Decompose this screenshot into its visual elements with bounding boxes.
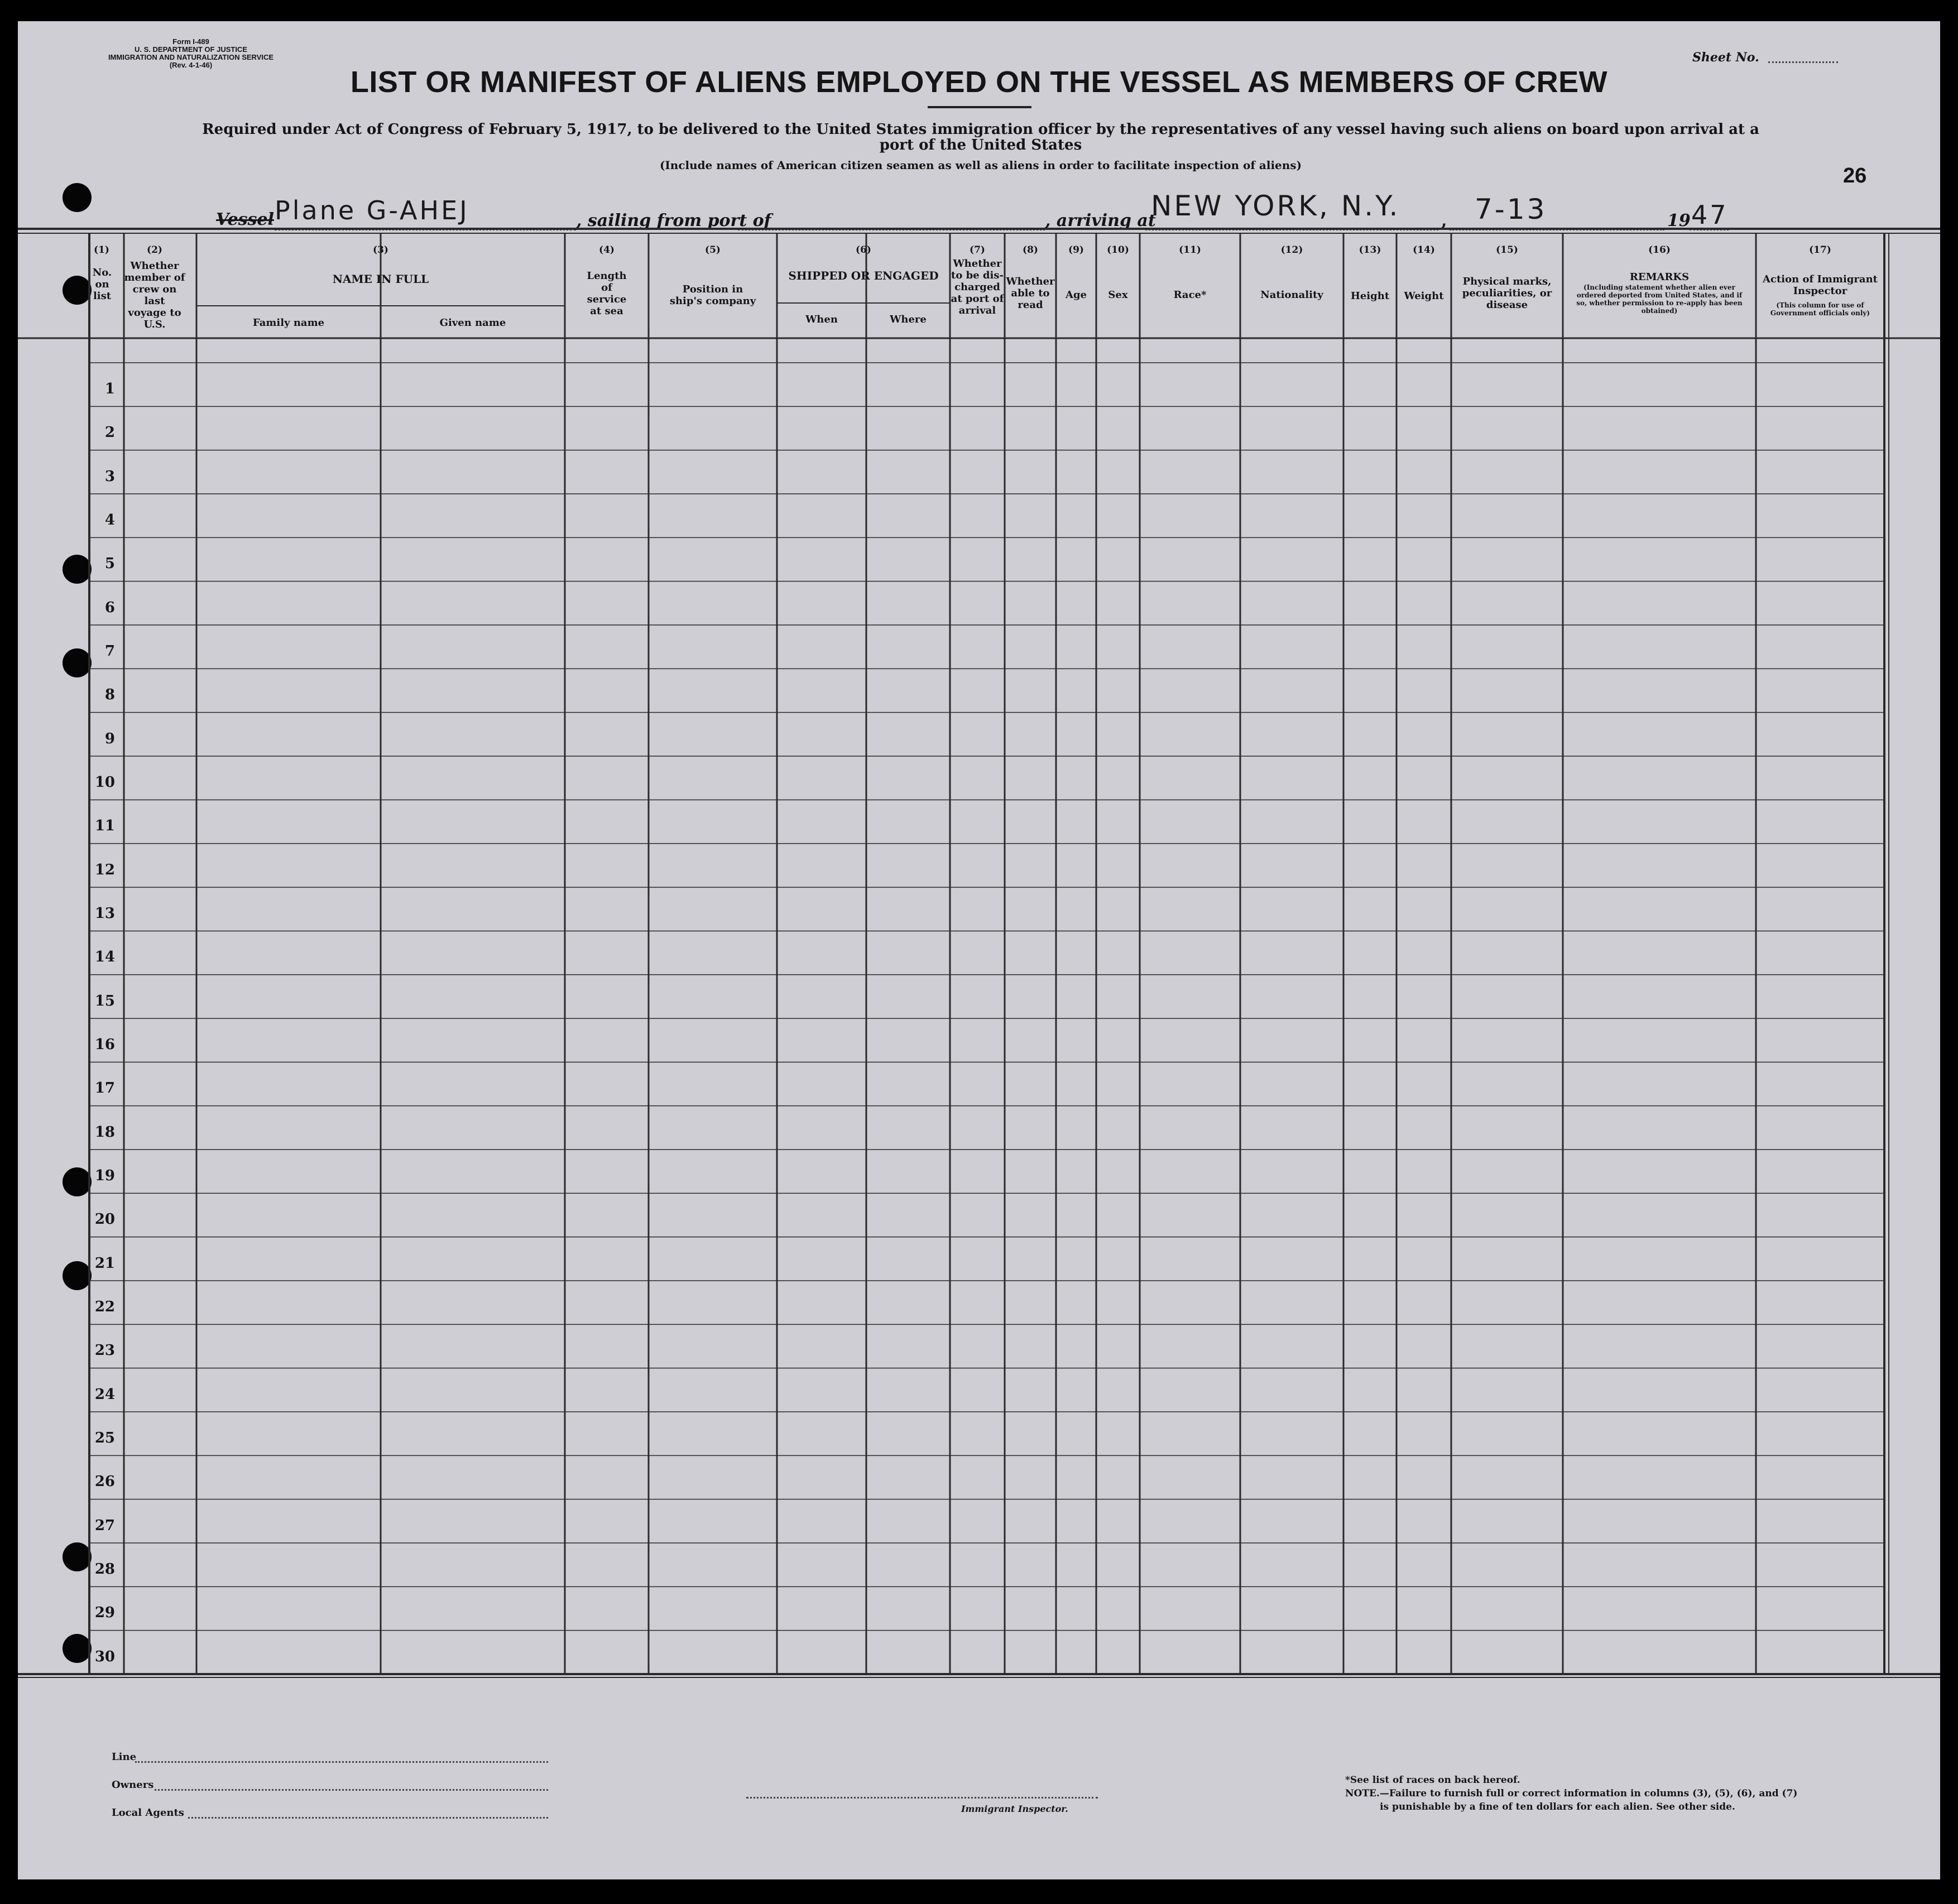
manifest-sheet <box>18 21 1940 1879</box>
row-number: 18 <box>94 1123 115 1141</box>
row-number: 1 <box>104 381 115 397</box>
col-6-where: Where <box>890 314 927 325</box>
col-7-number: (7) <box>970 244 985 256</box>
owners-label: Owners <box>112 1779 154 1791</box>
row-number: 10 <box>94 774 115 791</box>
col-2-label: Whether member of crew on last voyage to U.S. <box>124 260 185 330</box>
row-number: 13 <box>94 905 115 922</box>
revision-date: (Rev. 4-1-46) <box>169 61 213 69</box>
department-name: U. S. DEPARTMENT OF JUSTICE <box>135 45 247 54</box>
row-number: 19 <box>94 1167 115 1184</box>
row-number: 26 <box>94 1473 115 1490</box>
row-number: 17 <box>94 1080 115 1097</box>
col-16-note: (Including statement whether alien ever ordered deported from United States, and if so, whether permission to re-apply has been obtained) <box>1576 283 1743 315</box>
row-number: 20 <box>94 1211 115 1228</box>
row-number: 16 <box>94 1036 115 1053</box>
row-number: 4 <box>104 512 115 528</box>
col-9-number: (9) <box>1068 244 1084 256</box>
col-13-number: (13) <box>1359 244 1381 256</box>
immigrant-inspector-label: Immigrant Inspector. <box>961 1804 1068 1814</box>
col-12-label: Nationality <box>1260 289 1323 301</box>
col-5-label: Position in ship's company <box>669 283 756 307</box>
row-number: 11 <box>94 818 115 835</box>
row-number: 23 <box>94 1342 115 1359</box>
row-number: 24 <box>94 1386 115 1403</box>
row-number: 22 <box>94 1299 115 1315</box>
col-16-number: (16) <box>1648 244 1671 256</box>
row-number: 15 <box>94 992 115 1009</box>
row-number: 14 <box>94 949 115 966</box>
sheet-number-label: Sheet No. <box>1692 50 1759 65</box>
arriving-at-label: , arriving at <box>1045 211 1156 230</box>
row-number: 27 <box>94 1517 115 1534</box>
subtitle-port: port of the United States <box>879 137 1082 153</box>
inspector-signature-field <box>746 1797 1098 1799</box>
col-3-family-name: Family name <box>252 317 325 329</box>
col-8-label: Whether able to read <box>1006 276 1055 311</box>
local-agents-label: Local Agents <box>112 1807 184 1819</box>
row-number: 12 <box>94 861 115 878</box>
col-16-label: REMARKS <box>1629 271 1690 283</box>
col-4-number: (4) <box>599 244 615 256</box>
row-number: 8 <box>104 686 115 704</box>
col-14-label: Weight <box>1404 290 1444 302</box>
year-value: 47 <box>1691 200 1729 230</box>
col-1-number: (1) <box>94 244 109 256</box>
owners-field <box>155 1789 548 1791</box>
col-9-label: Age <box>1065 289 1087 301</box>
row-number: 7 <box>104 643 115 660</box>
vessel-name-value: Plane G-AHEJ <box>275 195 469 225</box>
col-17-note: (This column for use of Government officials only) <box>1770 301 1870 317</box>
row-number: 21 <box>94 1254 115 1272</box>
col-4-label: Length of service at sea <box>587 270 627 317</box>
col-6-label: SHIPPED OR ENGAGED <box>788 269 939 282</box>
col-6-when: When <box>805 314 838 325</box>
col-6-number: (6) <box>856 244 871 256</box>
page-title: LIST OR MANIFEST OF ALIENS EMPLOYED ON THE VESSEL AS MEMBERS OF CREW <box>350 65 1608 99</box>
col-2-number: (2) <box>147 244 162 256</box>
subtitle-include-note: (Include names of American citizen seamen as well as aliens in order to facilitate inspection of aliens) <box>659 158 1302 172</box>
col-12-number: (12) <box>1280 244 1303 256</box>
subtitle-requirement: Required under Act of Congress of February 5, 1917, to be delivered to the United States immigration officer by the representatives of any vessel having such aliens on board upon arrival at a <box>202 121 1759 138</box>
col-1-label: No. on list <box>92 267 112 302</box>
row-number: 5 <box>104 555 115 573</box>
line-label: Line <box>112 1751 137 1763</box>
arrival-date-value: 7-13 <box>1475 193 1547 225</box>
col-11-label: Race* <box>1173 289 1207 301</box>
service-name: IMMIGRATION AND NATURALIZATION SERVICE <box>108 53 274 61</box>
col-15-label: Physical marks, peculiarities, or disease <box>1462 276 1552 311</box>
races-note: *See list of races on back hereof. <box>1345 1775 1520 1786</box>
col-3-label: NAME IN FULL <box>332 272 429 286</box>
form-number: Form I-489 <box>172 37 209 46</box>
local-agents-field <box>188 1817 548 1819</box>
col-10-number: (10) <box>1107 244 1129 256</box>
col-7-label: Whether to be dis-charged at port of arrival <box>951 258 1004 316</box>
row-number: 28 <box>94 1561 115 1578</box>
comma-separator: , <box>1441 211 1447 230</box>
col-17-label: Action of Immigrant Inspector <box>1763 273 1878 297</box>
col-13-label: Height <box>1350 290 1390 302</box>
col-11-number: (11) <box>1179 244 1201 256</box>
col-3-number: (3) <box>373 244 388 256</box>
row-number: 30 <box>94 1648 115 1665</box>
col-8-number: (8) <box>1023 244 1038 256</box>
row-number: 2 <box>104 424 115 441</box>
col-15-number: (15) <box>1496 244 1518 256</box>
page-number: 26 <box>1843 164 1867 187</box>
line-field <box>135 1761 548 1763</box>
col-17-number: (17) <box>1809 244 1831 256</box>
row-number: 29 <box>94 1604 115 1622</box>
vessel-label: Vessel <box>216 210 274 229</box>
col-10-label: Sex <box>1108 289 1128 301</box>
penalty-note-line-1: NOTE.—Failure to furnish full or correct information in columns (3), (5), (6), and (7) <box>1345 1788 1798 1799</box>
row-number: 3 <box>104 468 115 485</box>
col-14-number: (14) <box>1413 244 1435 256</box>
penalty-note-line-2: is punishable by a fine of ten dollars for each alien. See other side. <box>1380 1801 1735 1812</box>
row-number: 9 <box>104 730 115 747</box>
year-prefix: 19 <box>1667 211 1691 230</box>
sailing-from-label: , sailing from port of <box>576 211 771 230</box>
col-3-given-name: Given name <box>439 317 506 329</box>
arriving-at-value: NEW YORK, N.Y. <box>1151 190 1400 222</box>
col-5-number: (5) <box>705 244 721 256</box>
row-number: 25 <box>94 1430 115 1446</box>
row-number: 6 <box>104 599 115 616</box>
